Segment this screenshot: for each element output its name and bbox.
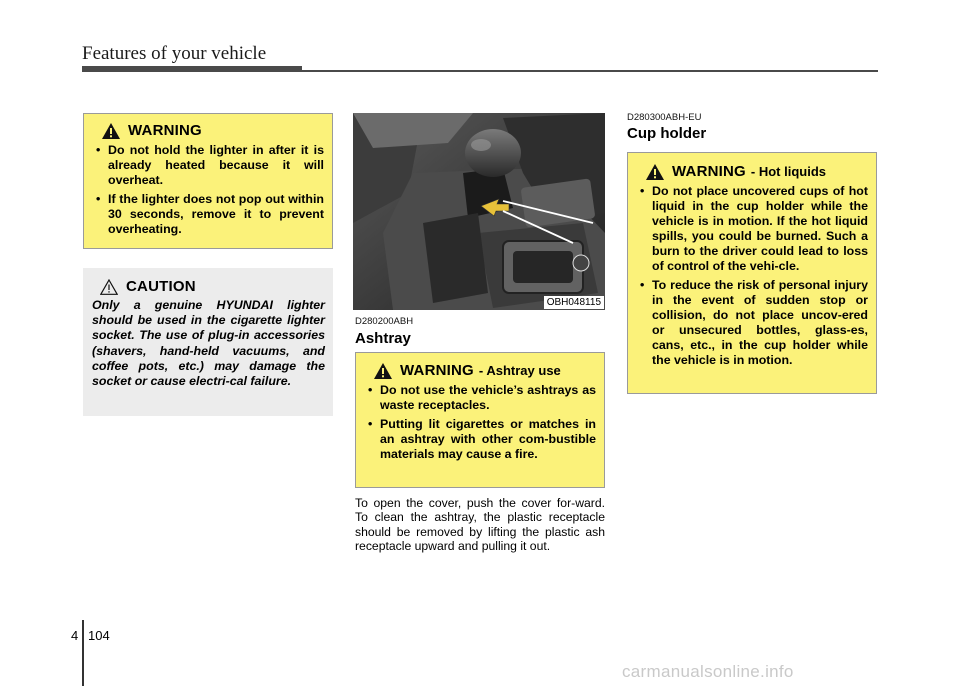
warning-item: • Do not hold the lighter in after it is already heated because it will overheat. [92,143,324,188]
ashtray-photo [353,113,605,310]
warning-list [364,383,596,462]
warning-box-ashtray [355,352,605,488]
warning-box-lighter [83,113,333,249]
caution-title: CAUTION [126,278,196,295]
header-rule-thin [302,70,878,72]
warning-subtitle: - Ashtray use [478,363,561,378]
photo-caption: OBH048115 [544,296,604,309]
caution-box [83,268,333,416]
ashtray-body-text: To open the cover, push the cover for-ward. To clean the ashtray, the plastic receptacle should be removed by lifting the plastic ash receptacle upward and pulling it out. [355,496,605,554]
warning-triangle-icon [102,123,120,139]
warning-title: WARNING [400,362,474,379]
warning-list [92,143,324,237]
warning-list [636,184,868,368]
warning-triangle-icon [646,164,664,180]
section-code: D280200ABH [355,316,414,327]
footer-divider [82,620,84,686]
caution-triangle-icon [100,279,118,295]
warning-item: • Putting lit cigarettes or matches in an ashtray with other com-bustible materials may cause a fire. [364,417,596,462]
section-code: D280300ABH-EU [627,112,702,123]
warning-item: • Do not place uncovered cups of hot liquid in the cup holder while the vehicle is in motion. If the hot liquid spills, you could be burned. Such a burn to the driver could lead to loss of control of the vehi-cle. [636,184,868,274]
caution-text: Only a genuine HYUNDAI lighter should be used in the cigarette lighter socket. The use of plug-in accessories (shavers, hand-held vacuums, and coffee pots, etc.) may damage the socket or cause electri-cal failure. [92,298,325,389]
watermark: carmanualsonline.info [622,662,794,681]
section-heading-ashtray: Ashtray [355,330,411,347]
warning-item: • Do not use the vehicle’s ashtrays as waste receptacles. [364,383,596,413]
page-number: 104 [88,628,110,643]
warning-title: WARNING [128,122,202,139]
chapter-number: 4 [71,628,79,643]
header-rule-thick [82,66,302,72]
warning-item: • If the lighter does not pop out within 30 seconds, remove it to prevent overheating. [92,192,324,237]
section-heading-cup-holder: Cup holder [627,125,707,142]
page-header-title: Features of your vehicle [82,43,267,64]
warning-subtitle: - Hot liquids [750,164,827,179]
warning-triangle-icon [374,363,392,379]
warning-title: WARNING [672,163,746,180]
warning-box-hot-liquids [627,152,877,394]
console-illustration [353,113,605,310]
warning-item: • To reduce the risk of personal injury in the event of sudden stop or collision, do not place uncov-ered or unsecured bottles, glass-es, cans, etc., in the cup holder while the vehicle is in motion. [636,278,868,368]
